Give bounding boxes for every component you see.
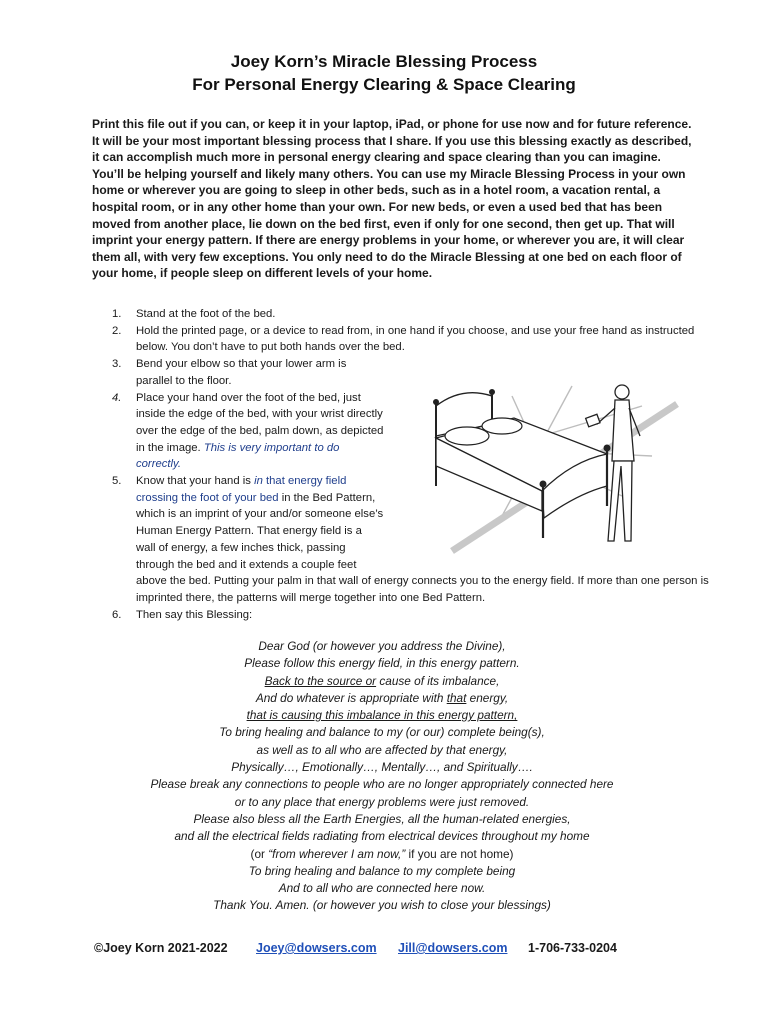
blessing-line: and all the electrical fields radiating from electrical devices throughout my home	[174, 829, 590, 844]
step-text: Place your hand over the foot of the bed, just inside the edge of the bed, with your wrist directly over the edge of the bed, palm down, as depicted in the image.	[136, 391, 384, 454]
step-highlight: that energy field crossing the foot of your bed	[136, 475, 347, 504]
post-knob	[540, 481, 547, 488]
step-1	[112, 306, 712, 323]
title-line-1: Joey Korn’s Miracle Blessing Process	[230, 52, 538, 71]
step-number: 5.	[112, 475, 122, 488]
pillow	[445, 427, 489, 445]
step-5-wrapped	[136, 473, 384, 573]
step-6	[112, 607, 712, 624]
blessing-text	[92, 638, 672, 915]
step-text: Stand at the foot of the bed.	[136, 308, 276, 320]
email-link-jill[interactable]: Jill@dowsers.com	[398, 941, 508, 955]
step-text: Then say this Blessing:	[136, 608, 253, 621]
step-number: 1.	[112, 308, 122, 320]
blessing-line: Please break any connections to people who are no longer appropriately connected here	[150, 777, 614, 792]
copyright: ©Joey Korn 2021-2022	[94, 941, 228, 955]
blessing-text-part: “from wherever I am now,”	[268, 846, 406, 861]
blessing-line: Dear God (or however you address the Divine),	[258, 639, 506, 653]
step-text: Bend your elbow so that your lower arm is parallel to the floor.	[136, 358, 347, 387]
blessing-line: as well as to all who are affected by that energy,	[256, 742, 508, 757]
intro-paragraph: Print this file out if you can, or keep it in your laptop, iPad, or phone for use now and for future reference. It will be your most important blessing process that I share. If you use this blessing exactly as described, it can accomplish much more in personal energy clearing and space clearing than you can imagine. You’ll be helping yourself and likely many others. You can use my Miracle Blessing Process in your own home or wherever you are going to sleep in other beds, such as in a hotel room, a vacation rental, a hospital room, or in any other home than your own. For new beds, or even a used bed that has been moved from another place, lie down on the bed first, even if only for one second, then get up. That will imprint your energy pattern. If there are energy problems in your home, or wherever you are, it will clear them all, with very few exceptions. You only need to do the Miracle Blessing at one bed on each floor of your home, if people sleep on different levels of your home.	[92, 117, 692, 281]
blessing-line: To bring healing and balance to my complete being	[248, 863, 516, 878]
step-number: 6.	[112, 608, 122, 621]
blessing-text-part: And do whatever is appropriate with	[255, 690, 447, 705]
step-4	[112, 390, 384, 474]
blessing-line	[92, 673, 672, 690]
step-number: 3.	[112, 358, 122, 371]
step-3	[112, 356, 384, 389]
step-2	[112, 323, 712, 356]
step-number: 2.	[112, 324, 122, 337]
email-link-joey[interactable]: Joey@dowsers.com	[256, 941, 377, 955]
blessing-line: Physically…, Emotionally…, Mentally…, and Spiritually….	[231, 760, 533, 775]
bed-illustration	[422, 366, 682, 566]
page-title	[0, 50, 768, 96]
blessing-text-part: energy,	[466, 690, 509, 705]
blessing-line: Please follow this energy field, in this energy pattern.	[244, 656, 520, 671]
post-knob	[489, 389, 495, 395]
step-text-cont: in the Bed Pattern, which is an imprint of your and/or someone else’s Human Energy Pattern. That energy field is a wall of energy, a few inches thick, passing through the bed and it extends a couple feet	[136, 491, 384, 571]
blessing-underlined: that	[446, 690, 467, 705]
step-emphasis: This is very important to do correctly.	[136, 441, 340, 471]
blessing-line: Thank You. Amen. (or however you wish to close your blessings)	[213, 898, 551, 913]
blessing-line	[92, 846, 672, 863]
post-knob	[604, 445, 611, 452]
step-text: Know that your hand is	[136, 475, 255, 488]
blessing-line: that is causing this imbalance in this energy pattern,	[246, 708, 518, 723]
blessing-line	[92, 690, 672, 707]
post-knob	[433, 399, 439, 405]
step-number: 4.	[112, 391, 122, 404]
blessing-text-part: cause of its imbalance,	[376, 673, 500, 688]
pillow	[482, 418, 522, 434]
blessing-line: Please also bless all the Earth Energies, all the human-related energies,	[193, 811, 571, 826]
blessing-underlined: Back to the source or	[264, 673, 377, 688]
step-text-wide: above the bed. Putting your palm in that wall of energy connects you to the energy field. If more than one person is imprinted there, the patterns will merge together into one Bed Pattern.	[136, 575, 709, 604]
blessing-line: And to all who are connected here now.	[278, 881, 486, 896]
blessing-line: or to any place that energy problems were just removed.	[234, 794, 530, 809]
blessing-text-part: (or	[250, 846, 269, 861]
page-footer	[94, 941, 694, 955]
step-emphasis-in: in	[254, 475, 263, 488]
blessing-text-part: if you are not home)	[405, 846, 514, 861]
title-line-2: For Personal Energy Clearing & Space Clearing	[192, 75, 576, 94]
blessing-line: To bring healing and balance to my (or our) complete being(s),	[219, 725, 545, 740]
phone-number: 1-706-733-0204	[528, 941, 617, 955]
step-text: Hold the printed page, or a device to read from, in one hand if you choose, and use your free hand as instructed below. You don’t have to put both hands over the bed.	[136, 324, 695, 354]
